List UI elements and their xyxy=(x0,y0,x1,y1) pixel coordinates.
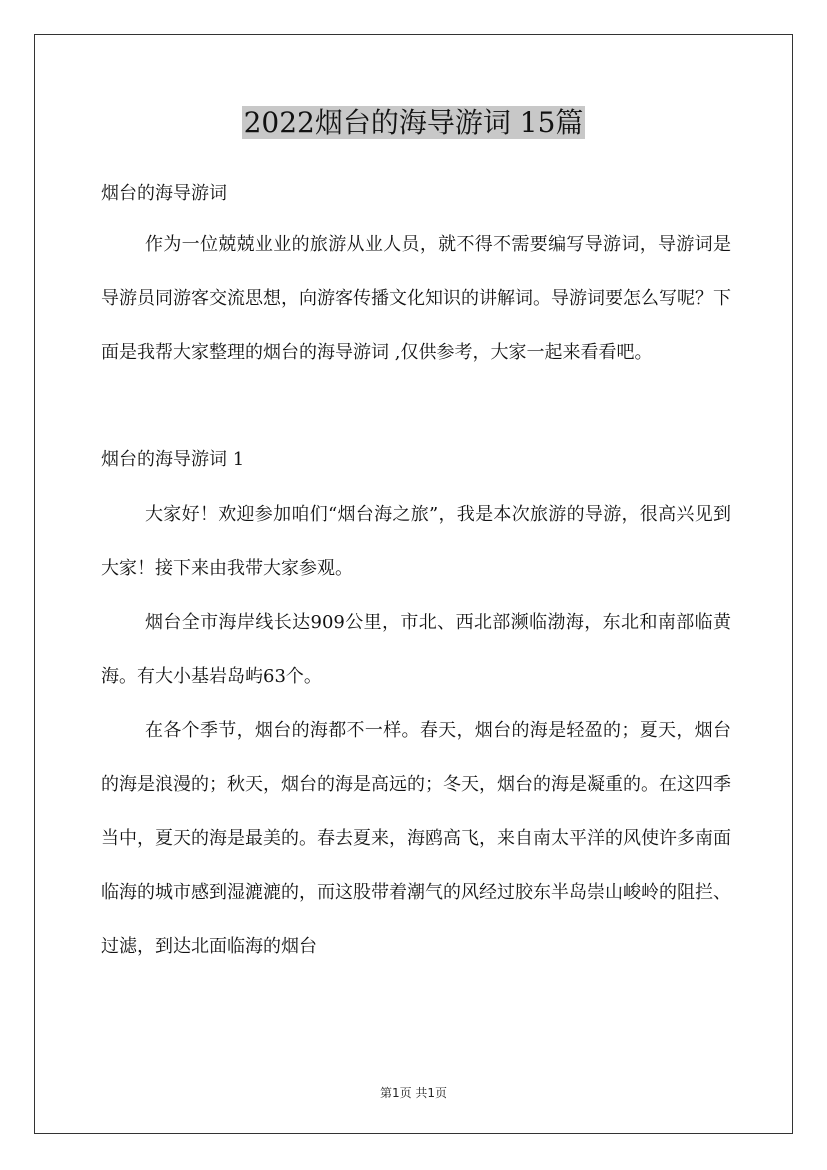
body-paragraph-1: 大家好！欢迎参加咱们“烟台海之旅”，我是本次旅游的导游，很高兴见到大家！接下来由我带大家参观。 xyxy=(101,504,731,579)
body-paragraph-3: 在各个季节，烟台的海都不一样。春天，烟台的海是轻盈的；夏天，烟台的海是浪漫的；秋天，烟台的海是高远的；冬天，烟台的海是凝重的。在这四季当中，夏天的海是最美的。春去夏来，海鸥高飞，来自南太平洋的风使许多南面临海的城市感到湿漉漉的，而这股带着潮气的风经过胶东半岛崇山峻岭的阻拦、过滤，到达北面临海的烟台 xyxy=(101,720,731,957)
body-paragraph-2: 烟台全市海岸线长达909公里，市北、西北部濒临渤海，东北和南部临黄海。有大小基岩岛屿63个。 xyxy=(101,612,731,687)
section-heading: 烟台的海导游词 1 xyxy=(101,449,245,470)
intro-paragraph: 作为一位兢兢业业的旅游从业人员，就不得不需要编写导游词，导游词是导游员同游客交流思想，向游客传播文化知识的讲解词。导游词要怎么写呢？下面是我帮大家整理的烟台的海导游词 ,仅供参考，大家一起来看看吧。 xyxy=(101,234,731,363)
document-title-wrapper xyxy=(0,103,827,143)
document-body xyxy=(101,176,731,974)
page-footer: 第1页 共1页 xyxy=(379,1086,448,1100)
intro-heading: 烟台的海导游词 xyxy=(101,183,227,204)
document-title: 2022烟台的海导游词 15篇 xyxy=(243,106,584,139)
